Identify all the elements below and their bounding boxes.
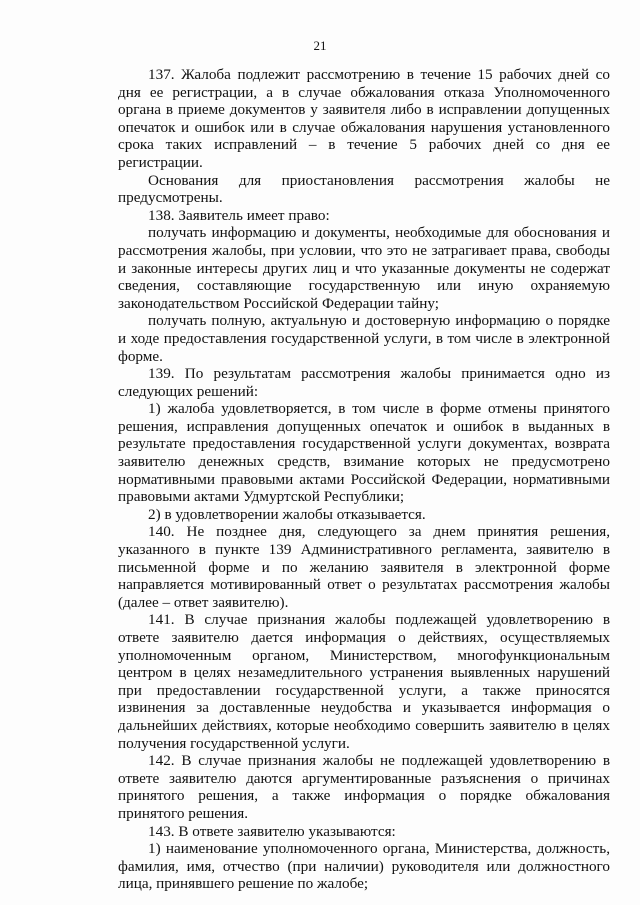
- paragraph-138-right-2: получать полную, актуальную и достоверную информацию о порядке и ходе предоставления государственной услуги, в том числе в электронной форме.: [118, 312, 610, 365]
- paragraph-140: 140. Не позднее дня, следующего за днем принятия решения, указанного в пункте 139 Административного регламента, заявителю в письменной форме и по желанию заявителя в электронной форме направляется мотивированный ответ о результатах рассмотрения жалобы (далее – ответ заявителю).: [118, 523, 610, 611]
- page-number: 21: [313, 38, 327, 53]
- paragraph-143: 143. В ответе заявителю указываются:: [148, 822, 396, 840]
- paragraph-138: 138. Заявитель имеет право:: [148, 206, 330, 224]
- paragraph-142: 142. В случае признания жалобы не подлежащей удовлетворению в ответе заявителю даются аргументированные разъяснения о причинах принятого решения, а также информация о порядке обжалования принятого решения.: [118, 752, 610, 822]
- paragraph-141: 141. В случае признания жалобы подлежащей удовлетворению в ответе заявителю дается информация о действиях, осуществляемых уполномоченным органом, Министерством, многофункциональным центром в целях незамедлительного устранения выявленных нарушений при предоставлении государственной услуги, а также приносятся извинения за доставленные неудобства и указывается информация о дальнейших действиях, которые необходимо совершить заявителю в целях получения государственной услуги.: [118, 611, 610, 752]
- document-body: [118, 66, 610, 893]
- paragraph-143-item-1: 1) наименование уполномоченного органа, Министерства, должность, фамилия, имя, отчество (при наличии) руководителя или должностного лица, принявшего решение по жалобе;: [118, 840, 610, 893]
- paragraph-139-decision-2: 2) в удовлетворении жалобы отказывается.: [148, 505, 426, 523]
- paragraph-137-suspension: Основания для приостановления рассмотрения жалобы не предусмотрены.: [118, 171, 610, 207]
- paragraph-137: 137. Жалоба подлежит рассмотрению в течение 15 рабочих дней со дня ее регистрации, а в случае обжалования отказа Уполномоченного органа в приеме документов у заявителя либо в исправлении допущенных опечаток и ошибок или в случае обжалования нарушения установленного срока таких исправлений – в течение 5 рабочих дней со дня ее регистрации.: [118, 66, 610, 171]
- paragraph-139: 139. По результатам рассмотрения жалобы принимается одно из следующих решений:: [118, 365, 610, 400]
- paragraph-139-decision-1: 1) жалоба удовлетворяется, в том числе в форме отмены принятого решения, исправления допущенных опечаток и ошибок в выданных в результате предоставления государственной услуги документах, возврата заявителю денежных средств, взимание которых не предусмотрено нормативными правовыми актами Российской Федерации, нормативными правовыми актами Удмуртской Республики;: [118, 400, 610, 506]
- paragraph-138-right-1: получать информацию и документы, необходимые для обоснования и рассмотрения жалобы, при условии, что это не затрагивает права, свободы и законные интересы других лиц и что указанные документы не содержат сведения, составляющие государственную или иную охраняемую законодательством Российской Федерации тайну;: [118, 224, 610, 312]
